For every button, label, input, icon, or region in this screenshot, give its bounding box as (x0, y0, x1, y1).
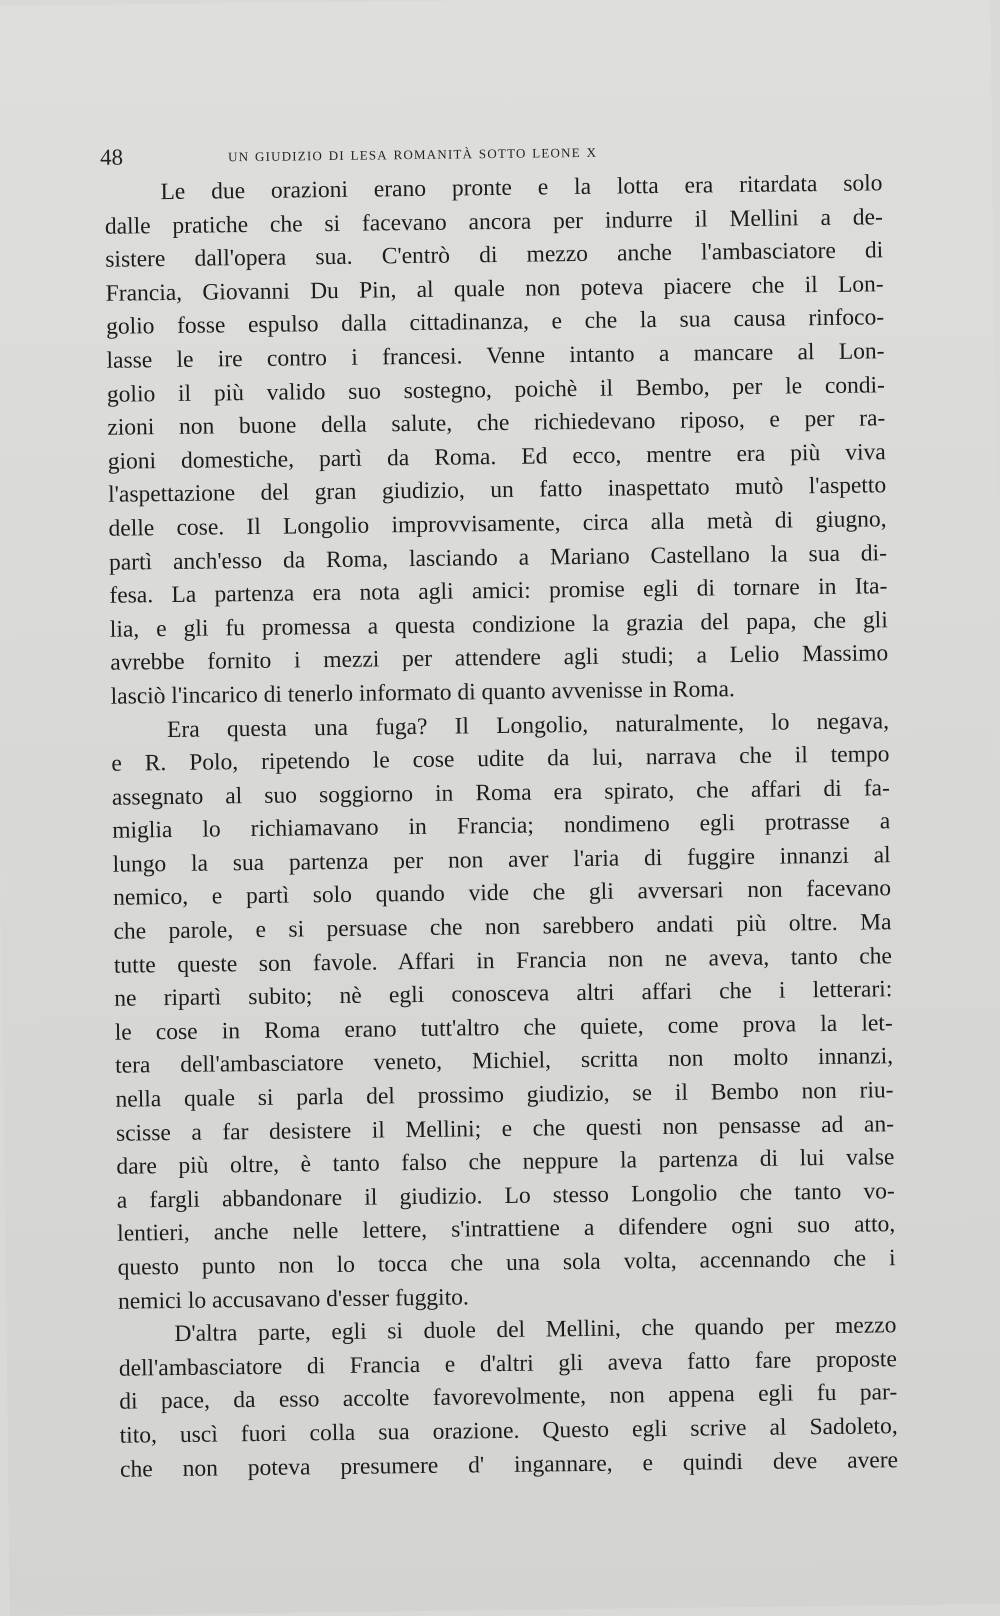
text-line: le cose in Roma erano tutt'altro che quiete, come prova la let- (114, 1010, 893, 1046)
text-line: lasse le ire contro i francesi. Venne intanto a mancare al Lon- (106, 338, 885, 374)
text-line: nemici lo accusavano d'esser fuggito. (117, 1284, 469, 1315)
text-line: assegnato al suo soggiorno in Roma era spirato, che affari di fa- (111, 774, 890, 811)
text-line: lia, e gli fu promessa a questa condizione la grazia del papa, che gli (109, 606, 888, 643)
page-number: 48 (99, 144, 124, 170)
text-line: dare più oltre, è tanto falso che neppure la partenza di lui valse (116, 1144, 895, 1180)
text-line: lasciò l'incarico di tenerlo informato di quanto avvenisse in Roma. (110, 676, 735, 710)
text-line: lungo la sua partenza per non aver l'aria di fuggire innanzi al (112, 842, 891, 878)
text-line: golio il più valido suo sostegno, poichè il Bembo, per le condi- (106, 371, 886, 408)
paragraph (111, 705, 896, 1319)
text-line: che non poteva presumere d' ingannare, e quindi deve avere (119, 1446, 899, 1483)
body-text (104, 167, 898, 1487)
paragraph (118, 1309, 898, 1486)
text-line: dalle pratiche che si facevano ancora per indurre il Mellini a de- (104, 203, 884, 240)
text-line: che parole, e si persuase che non sarebbero andati più oltre. Ma (113, 909, 892, 945)
text-line: tutte queste son favole. Affari in Francia non ne aveva, tanto che (113, 942, 893, 979)
text-line: Francia, Giovanni Du Pin, al quale non poteva piacere che il Lon- (105, 271, 884, 307)
text-line: nemico, e partì solo quando vide che gli avversari non facevano (112, 875, 892, 912)
text-line: l'aspettazione del gran giudizio, un fatto inaspettato mutò l'aspetto (108, 472, 887, 509)
text-line: Era questa una fuga? Il Longolio, naturalmente, lo negava, (166, 707, 890, 743)
text-line: a fargli abbandonare il giudizio. Lo stesso Longolio che tanto vo- (116, 1178, 895, 1214)
text-line: scisse a far desistere il Mellini; e che questi non pensasse ad an- (115, 1110, 895, 1147)
text-line: di pace, da esso accolte favorevolmente, non appena egli fu par- (119, 1379, 898, 1416)
text-line: D'altra parte, egli si duole del Mellini, che quando per mezzo (174, 1312, 897, 1348)
text-line: lentieri, anche nelle lettere, s'intrattiene a difendere ogni suo atto, (117, 1211, 896, 1248)
paragraph (104, 167, 889, 714)
running-title: un giudizio di lesa romanità sotto leone x (227, 140, 598, 166)
text-line: avrebbe fornito i mezzi per attendere agli studi; a Lelio Massimo (110, 640, 889, 677)
text-line: ne ripartì subito; nè egli conosceva altri affari che i letterari: (114, 976, 893, 1012)
text-line: tera dell'ambasciatore veneto, Michiel, scritta non molto innanzi, (115, 1043, 894, 1080)
text-line: golio fosse espulso dalla cittadinanza, e che la sua causa rinfoco- (105, 304, 885, 341)
text-line: sistere dall'opera sua. C'entrò di mezzo anche l'ambasciatore di (105, 237, 884, 273)
text-line: dell'ambasciatore di Francia e d'altri gli aveva fatto fare proposte (118, 1345, 897, 1382)
text-line: tito, uscì fuori colla sua orazione. Questo egli scrive al Sadoleto, (119, 1413, 898, 1449)
text-line: gioni domestiche, partì da Roma. Ed ecco, mentre era più viva (107, 439, 886, 475)
text-line: e R. Polo, ripetendo le cose udite da lui, narrava che il tempo (111, 741, 890, 777)
text-line: nella quale si parla del prossimo giudizio, se il Bembo non riu- (115, 1077, 894, 1113)
page-header (100, 133, 880, 173)
text-line: delle cose. Il Longolio improvvisamente, circa alla metà di giugno, (108, 506, 887, 542)
text-line: miglia lo richiamavano in Francia; nondimeno egli protrasse a (112, 808, 891, 845)
text-line: zioni non buone della salute, che richiedevano riposo, e per ra- (107, 405, 886, 441)
text-line: fesa. La partenza era nota agli amici: promise egli di tornare in Ita- (109, 573, 888, 609)
text-line: partì anch'esso da Roma, lasciando a Mariano Castellano la sua di- (108, 539, 888, 576)
text-line: Le due orazioni erano pronte e la lotta era ritardata solo (160, 170, 883, 206)
text-line: questo punto non lo tocca che una sola volta, accennando che i (117, 1245, 896, 1281)
